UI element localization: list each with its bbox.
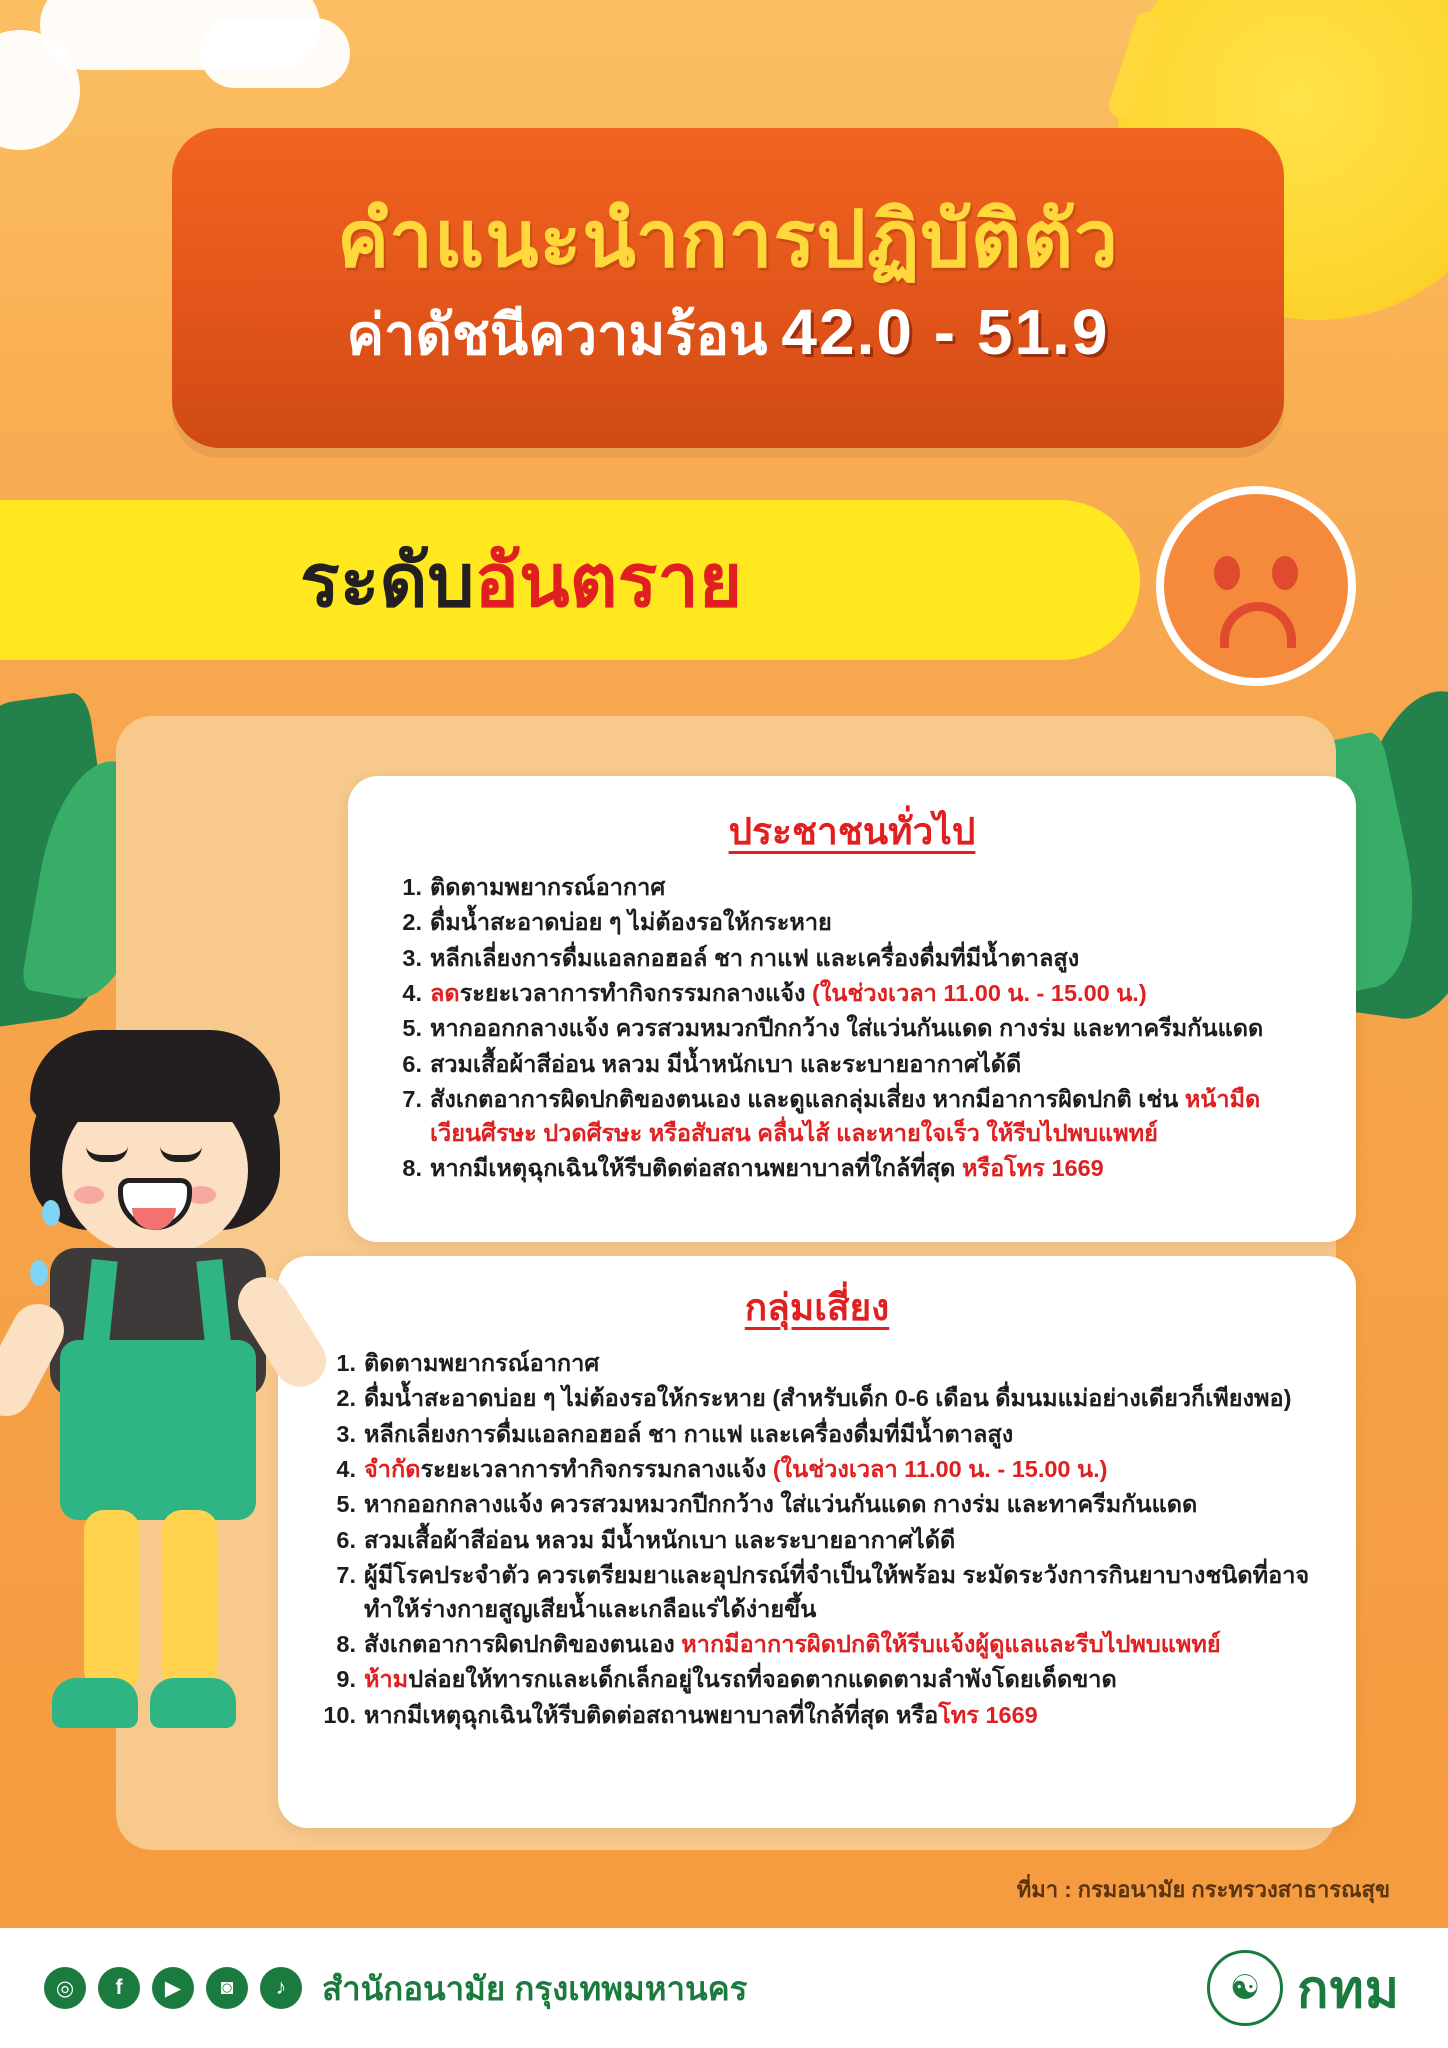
risk-group-item-text bbox=[364, 1347, 1312, 1380]
face-frown bbox=[1220, 602, 1296, 648]
risk-group-card bbox=[278, 1256, 1356, 1828]
general-public-item-number: 3. bbox=[402, 944, 422, 971]
child-leg-left bbox=[84, 1510, 140, 1690]
risk-group-list bbox=[322, 1347, 1312, 1732]
youtube-icon[interactable]: ▶ bbox=[152, 1967, 194, 2009]
child-leg-right bbox=[162, 1510, 218, 1690]
risk-group-item-text-span: สวมเสื้อผ้าสีอ่อน หลวม มีน้ำหนักเบา และระบายอากาศได้ดี bbox=[364, 1526, 956, 1553]
risk-group-item-number: 4. bbox=[336, 1456, 356, 1483]
footer-bar bbox=[0, 1928, 1448, 2048]
risk-group-item bbox=[322, 1559, 1312, 1626]
bangkok-seal-icon: ☯ bbox=[1207, 1950, 1283, 2026]
general-public-item bbox=[388, 871, 1316, 904]
general-public-item-text-span: หากมีเหตุฉุกเฉินให้รีบติดต่อสถานพยาบาลที่ใกล้ที่สุด bbox=[430, 1154, 962, 1181]
general-public-item-text bbox=[430, 906, 1316, 939]
general-public-item bbox=[388, 1048, 1316, 1081]
facebook-icon[interactable]: f bbox=[98, 1967, 140, 2009]
risk-group-item-text-span: ดื่มน้ำสะอาดบ่อย ๆ ไม่ต้องรอให้กระหาย (สำหรับเด็ก 0-6 เดือน ดื่มนมแม่อย่างเดียวก็เพียงพอ) bbox=[364, 1385, 1292, 1412]
general-public-item-text-span: หรือโทร 1669 bbox=[961, 1154, 1104, 1181]
general-public-item-text-span: หากออกกลางแจ้ง ควรสวมหมวกปีกกว้าง ใส่แว่นกันแดด กางร่ม และทาครีมกันแดด bbox=[430, 1015, 1264, 1042]
face-eye-right bbox=[1272, 556, 1298, 590]
risk-group-item-text bbox=[364, 1418, 1312, 1451]
risk-group-item-text bbox=[364, 1488, 1312, 1521]
general-public-item-number: 5. bbox=[402, 1015, 422, 1042]
general-public-item-text bbox=[430, 1083, 1316, 1150]
bma-logo bbox=[1207, 1947, 1400, 2030]
general-public-item bbox=[388, 942, 1316, 975]
general-public-item bbox=[388, 977, 1316, 1010]
general-public-item-number: 7. bbox=[402, 1086, 422, 1113]
page-title: คำแนะนำการปฏิบัติตัว bbox=[336, 194, 1119, 283]
instagram-icon[interactable]: ◙ bbox=[206, 1967, 248, 2009]
risk-group-item bbox=[322, 1453, 1312, 1486]
heat-index-range: 42.0 - 51.9 bbox=[781, 296, 1110, 369]
risk-group-item bbox=[322, 1524, 1312, 1557]
level-band bbox=[0, 500, 1140, 660]
child-illustration bbox=[0, 1010, 370, 1810]
risk-group-item-number: 2. bbox=[336, 1385, 356, 1412]
child-shoe-left bbox=[52, 1678, 138, 1728]
child-shoe-right bbox=[150, 1678, 236, 1728]
heat-index-label: ค่าดัชนีความร้อน bbox=[346, 303, 768, 367]
level-label-danger: อันตราย bbox=[474, 539, 743, 622]
general-public-item-text bbox=[430, 871, 1316, 904]
risk-group-item-text-span: ผู้มีโรคประจำตัว ควรเตรียมยาและอุปกรณ์ที่จำเป็นให้พร้อม ระมัดระวังการกินยาบางชนิดที่อาจทำให้ร่างกายสูญเสียน้ำและเกลือแร่ได้ง่ายขึ้น bbox=[364, 1562, 1310, 1622]
risk-group-item-number: 7. bbox=[336, 1562, 356, 1589]
child-overalls bbox=[60, 1340, 256, 1520]
level-label-prefix: ระดับ bbox=[300, 539, 475, 622]
risk-group-item-text bbox=[364, 1524, 1312, 1557]
general-public-item-text-span: สังเกตอาการผิดปกติของตนเอง และดูแลกลุ่มเสี่ยง หากมีอาการผิดปกติ เช่น bbox=[430, 1086, 1185, 1113]
face-eye-left bbox=[1214, 556, 1240, 590]
social-links[interactable] bbox=[44, 1967, 302, 2009]
general-public-item-text-span: (ในช่วงเวลา 11.00 น. - 15.00 น.) bbox=[812, 980, 1147, 1007]
risk-group-item bbox=[322, 1382, 1312, 1415]
footer-organization-label: สำนักอนามัย กรุงเทพมหานคร bbox=[322, 1969, 748, 2007]
sad-face-icon bbox=[1156, 486, 1356, 686]
risk-group-item bbox=[322, 1488, 1312, 1521]
dribbble-icon[interactable]: ◎ bbox=[44, 1967, 86, 2009]
risk-group-item-text-span: ห้าม bbox=[364, 1666, 409, 1693]
general-public-item-text-span: ติดตามพยากรณ์อากาศ bbox=[430, 874, 666, 900]
general-public-item-text-span: ลด bbox=[430, 980, 460, 1007]
general-public-item-text-span: ดื่มน้ำสะอาดบ่อย ๆ ไม่ต้องรอให้กระหาย bbox=[430, 909, 832, 936]
risk-group-item-text bbox=[364, 1453, 1312, 1486]
general-public-item-text bbox=[430, 977, 1316, 1010]
risk-group-item-text-span: จำกัด bbox=[364, 1456, 421, 1483]
general-public-item-text-span: สวมเสื้อผ้าสีอ่อน หลวม มีน้ำหนักเบา และระบายอากาศได้ดี bbox=[430, 1050, 1022, 1077]
general-public-item-text-span: หลีกเลี่ยงการดื่มแอลกอฮอล์ ชา กาแฟ และเครื่องดื่มที่มีน้ำตาลสูง bbox=[430, 944, 1080, 971]
source-credit: ที่มา : กรมอนามัย กระทรวงสาธารณสุข bbox=[1016, 1877, 1390, 1902]
risk-group-item-number: 1. bbox=[336, 1350, 356, 1376]
risk-group-item-text-span: ระยะเวลาการทำกิจกรรมกลางแจ้ง bbox=[420, 1456, 773, 1483]
general-public-list bbox=[388, 871, 1316, 1185]
general-public-item bbox=[388, 1152, 1316, 1185]
sweat-drop-icon bbox=[42, 1200, 60, 1226]
tiktok-icon[interactable]: ♪ bbox=[260, 1967, 302, 2009]
risk-group-item-text-span: ติดตามพยากรณ์อากาศ bbox=[364, 1350, 600, 1376]
risk-group-item bbox=[322, 1628, 1312, 1661]
general-public-item-number: 8. bbox=[402, 1154, 422, 1181]
risk-group-item bbox=[322, 1699, 1312, 1732]
child-bangs bbox=[30, 1030, 280, 1122]
risk-group-item-number: 9. bbox=[336, 1666, 356, 1693]
child-cheek-left bbox=[74, 1186, 104, 1204]
risk-group-item-number: 3. bbox=[336, 1420, 356, 1447]
risk-group-item-text bbox=[364, 1699, 1312, 1732]
risk-group-item bbox=[322, 1347, 1312, 1380]
risk-group-item-number: 10. bbox=[323, 1701, 356, 1728]
risk-group-item-text-span: (ในช่วงเวลา 11.00 น. - 15.00 น.) bbox=[772, 1456, 1108, 1483]
risk-group-item-text-span: สังเกตอาการผิดปกติของตนเอง bbox=[364, 1630, 682, 1657]
risk-group-item-number: 5. bbox=[336, 1491, 356, 1518]
general-public-title: ประชาชนทั่วไป bbox=[728, 811, 976, 852]
risk-group-item-text bbox=[364, 1382, 1312, 1415]
bma-abbreviation: กทม bbox=[1296, 1960, 1400, 2019]
risk-group-item-text bbox=[364, 1628, 1312, 1661]
general-public-item-number: 1. bbox=[402, 874, 422, 900]
general-public-item-text bbox=[430, 942, 1316, 975]
risk-group-item bbox=[322, 1663, 1312, 1696]
general-public-item-number: 4. bbox=[402, 980, 422, 1007]
general-public-item bbox=[388, 1012, 1316, 1045]
sweat-drop-icon bbox=[30, 1260, 48, 1286]
risk-group-item-text-span: หลีกเลี่ยงการดื่มแอลกอฮอล์ ชา กาแฟ และเครื่องดื่มที่มีน้ำตาลสูง bbox=[364, 1420, 1014, 1447]
risk-group-title: กลุ่มเสี่ยง bbox=[744, 1287, 890, 1328]
general-public-item-text-span: หน้ามืด เวียนศีรษะ ปวดศีรษะ หรือสับสน คลื่นไส้ และหายใจเร็ว ให้รีบไปพบแพทย์ bbox=[430, 1086, 1261, 1146]
risk-group-item bbox=[322, 1418, 1312, 1451]
general-public-item-number: 6. bbox=[402, 1050, 422, 1077]
general-public-item-text bbox=[430, 1152, 1316, 1185]
general-public-card bbox=[348, 776, 1356, 1242]
risk-group-item-text-span: หากมีอาการผิดปกติให้รีบแจ้งผู้ดูแลและรีบไปพบแพทย์ bbox=[681, 1630, 1221, 1657]
general-public-item bbox=[388, 906, 1316, 939]
risk-group-item-text-span: โทร 1669 bbox=[938, 1701, 1038, 1728]
risk-group-item-text-span: หากออกกลางแจ้ง ควรสวมหมวกปีกกว้าง ใส่แว่นกันแดด กางร่ม และทาครีมกันแดด bbox=[364, 1491, 1198, 1518]
general-public-item-text-span: ระยะเวลาการทำกิจกรรมกลางแจ้ง bbox=[459, 980, 813, 1007]
general-public-item bbox=[388, 1083, 1316, 1150]
general-public-item-text bbox=[430, 1048, 1316, 1081]
risk-group-item-number: 8. bbox=[336, 1630, 356, 1657]
title-card bbox=[172, 128, 1284, 448]
general-public-item-text bbox=[430, 1012, 1316, 1045]
heat-index-subtitle bbox=[347, 290, 1110, 379]
risk-group-item-number: 6. bbox=[336, 1526, 356, 1553]
risk-group-item-text-span: ปล่อยให้ทารกและเด็กเล็กอยู่ในรถที่จอดตากแดดตามลำพังโดยเด็ดขาด bbox=[408, 1666, 1117, 1693]
cloud-decoration bbox=[200, 18, 350, 88]
risk-group-item-text-span: หากมีเหตุฉุกเฉินให้รีบติดต่อสถานพยาบาลที่ใกล้ที่สุด หรือ bbox=[364, 1701, 939, 1728]
risk-group-item-text bbox=[364, 1559, 1312, 1626]
level-text bbox=[300, 521, 742, 639]
general-public-item-number: 2. bbox=[402, 909, 422, 936]
risk-group-item-text bbox=[364, 1663, 1312, 1696]
